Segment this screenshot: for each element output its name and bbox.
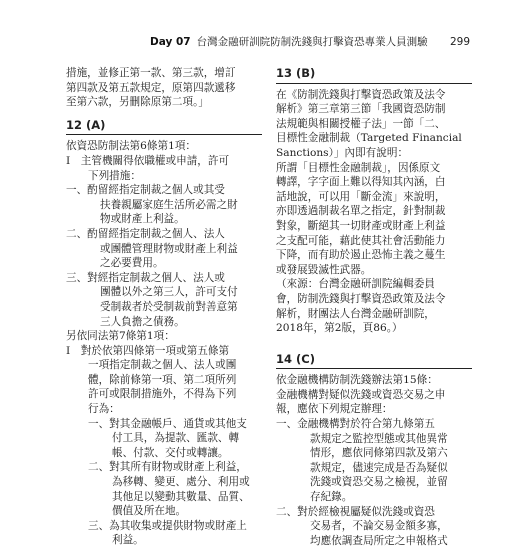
text-line: 款規定，儘速完成是否為疑似 <box>310 461 448 474</box>
text-line: Sanctions）」內即有說明： <box>276 146 409 159</box>
text-line: 物或財產上利益。 <box>100 213 185 226</box>
text-line: （來源：台灣金融研訓院編輯委員 <box>276 278 435 291</box>
text-line: 付工具，為提款、匯款、轉 <box>112 432 240 445</box>
text-line: 團體以外之第三人，許可支付 <box>100 286 238 299</box>
text-line: 解析，財團法人台灣金融研訓院， <box>276 307 435 320</box>
answer-body-12 <box>66 139 262 548</box>
text-line: 依金融機構防制洗錢辦法第15條： <box>276 374 438 387</box>
answer-heading-13: 13 (B) <box>276 66 472 84</box>
text-line: 許可或限制措施外，不得為下列 <box>88 388 237 401</box>
text-line: 交易者，不論交易金額多寡， <box>310 520 448 533</box>
text-line: 其他足以變動其數量、品質、 <box>112 490 250 503</box>
text-line: 二、酌留經指定制裁之個人、法人 <box>66 227 225 240</box>
text-line: 金融機構對疑似洗錢或資恐交易之申 <box>276 388 446 401</box>
text-line: 價值及所在地。 <box>112 505 187 518</box>
left-column <box>66 66 262 548</box>
text-line: 之支配可能，藉此使其社會活動能力 <box>276 234 446 247</box>
text-line: 二、對於經檢視屬疑似洗錢或資恐 <box>276 505 435 518</box>
header-title: 台灣金融研訓院防制洗錢與打擊資恐專業人員測驗 <box>196 36 428 48</box>
text-line: 均應依調查局所定之申報格式 <box>310 534 448 547</box>
text-line: 或發展毀滅性武器。 <box>276 263 372 276</box>
running-header <box>150 35 470 49</box>
answer-body-13 <box>276 88 472 336</box>
text-line: 下列措施： <box>88 169 141 182</box>
text-line: 在《防制洗錢與打擊資恐政策及法令 <box>276 88 446 101</box>
text-line: 款規定之監控型態或其他異常 <box>310 432 448 445</box>
text-line: 報，應依下列規定辦理： <box>276 403 393 416</box>
text-line: 轉譯，字字面上難以得知其內涵，白 <box>276 176 446 189</box>
day-label: Day 07 <box>150 36 191 48</box>
text-line: 所謂「目標性金融制裁」，因係原文 <box>276 161 441 174</box>
text-line: 三、對經指定制裁之個人、法人或 <box>66 271 225 284</box>
text-line: 措施，並修正第一款、第三款，增訂 <box>66 67 236 79</box>
text-line: 帳、付款、交付或轉讓。 <box>112 446 229 459</box>
text-line: 一、酌留經指定制裁之個人或其受 <box>66 184 225 197</box>
text-line: 話地說，可以用「斷金流」來說明， <box>276 190 446 203</box>
right-column <box>276 66 472 548</box>
answer-body-14 <box>276 373 472 548</box>
text-line: 一、金融機構對於符合第九條第五 <box>276 418 435 431</box>
text-line: 情形，應依同條第四款及第六 <box>310 447 448 460</box>
text-line: 第四款及第五款規定，原第四款遞移 <box>66 81 236 94</box>
answer-heading-12: 12 (A) <box>66 118 262 136</box>
continued-paragraph <box>66 66 262 110</box>
text-line: 體，除前條第一項、第二項所列 <box>88 373 237 386</box>
text-line: 目標性金融制裁（Targeted Financial <box>276 132 462 145</box>
text-line: 之必要費用。 <box>100 257 164 270</box>
text-line: 或團體管理財物或財產上利益 <box>100 242 238 255</box>
text-line: 洗錢或資恐交易之檢視，並留 <box>310 476 448 489</box>
text-line: 對象，斷絕其一切財產或財產上利益 <box>276 219 446 232</box>
text-line: 法規範與相關授權子法」一節「二、 <box>276 117 446 130</box>
text-line: 三人負擔之債務。 <box>100 315 185 328</box>
text-line: 解析》第三章第三節「我國資恐防制 <box>276 103 446 116</box>
text-line: 利益。 <box>112 534 144 547</box>
text-line: 下降，而有助於遏止恐怖主義之蔓生 <box>276 249 446 262</box>
text-line: 2018年，第2版，頁86。） <box>276 322 403 335</box>
text-line: 一、對其金融帳戶、通貨或其他支 <box>88 417 247 430</box>
text-line: 亦即透過制裁名單之指定，針對制裁 <box>276 205 446 218</box>
text-line: 至第六款，另刪除原第二項。」 <box>66 96 210 109</box>
text-line: 存紀錄。 <box>310 491 353 504</box>
text-line: 依資恐防制法第6條第1項： <box>66 140 197 153</box>
answer-heading-14: 14 (C) <box>276 352 472 370</box>
text-line: Ⅰ 對於依第四條第一項或第五條第 <box>66 344 230 357</box>
text-line: 三、為其收集或提供財物或財產上 <box>88 519 247 532</box>
text-line: Ⅰ 主管機關得依職權或申請，許可 <box>66 154 230 167</box>
text-line: 受制裁者於受制裁前對善意第 <box>100 300 238 313</box>
text-line: 二、對其所有財物或財產上利益， <box>88 461 247 474</box>
text-line: 會，防制洗錢與打擊資恐政策及法令 <box>276 292 446 305</box>
text-line: 一項指定制裁之個人、法人或團 <box>88 359 237 372</box>
text-line: 行為： <box>88 403 120 416</box>
text-line: 另依同法第7條第1項： <box>66 330 175 343</box>
text-line: 為移轉、變更、處分、利用或 <box>112 476 250 489</box>
page-number: 299 <box>449 36 470 48</box>
text-line: 扶養親屬家庭生活所必需之財 <box>100 198 238 211</box>
